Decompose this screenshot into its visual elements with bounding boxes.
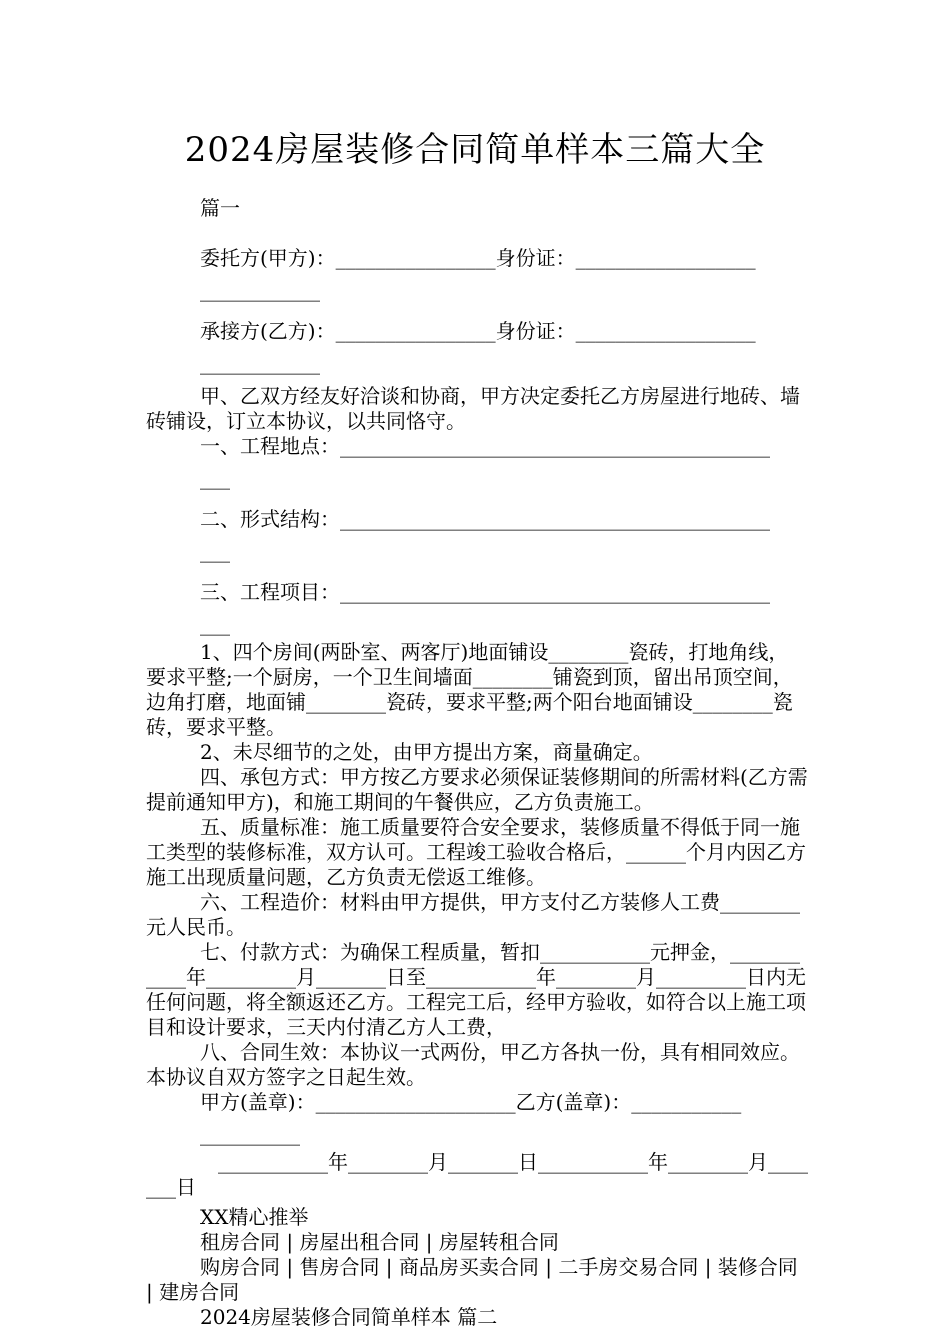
related-links-1: 租房合同 | 房屋出租合同 | 房屋转租合同 [200, 1230, 559, 1254]
contractor-line-text: 承接方(乙方)：________________身份证：__________________ [200, 319, 756, 343]
recommend-heading: XX精心推举 [200, 1205, 309, 1229]
clause-5: 五、质量标准：施工质量要符合安全要求，装修质量不得低于同一施工类型的装修标准，双方认可。工程竣工验收合格后，______个月内因乙方施工出现质量问题，乙方负责无偿返工维修。 [146, 815, 806, 889]
date-line: ___________年________月_______日___________年________月_______日 [146, 1150, 808, 1199]
structure-line-text: 二、形式结构：___________________________________________ [200, 507, 770, 531]
section-label: 篇一 [200, 196, 240, 220]
related-links-2: 购房合同 | 售房合同 | 商品房买卖合同 | 二手房交易合同 | 装修合同 | 建房合同 [146, 1255, 805, 1304]
item-2: 2、未尽细节的之处，由甲方提出方案，商量确定。 [200, 740, 653, 764]
items-line-tail: ___ [200, 612, 230, 636]
contractor-line-tail: ____________ [200, 351, 320, 375]
clause-6: 六、工程造价：材料由甲方提供，甲方支付乙方装修人工费________元人民币。 [146, 890, 800, 939]
client-line-text: 委托方(甲方)：________________身份证：__________________ [200, 246, 756, 270]
signature-line-text: 甲方(盖章)：____________________乙方(盖章)：___________ [200, 1090, 742, 1114]
clause-7: 七、付款方式：为确保工程质量，暂扣___________元押金，___________年_________月_______日至___________年________月_________日内无任何问题，将全额返还乙方。工程完工后，经甲方验收，如符合以上施工项目和设计要求，三天内付清乙方人工费， [146, 940, 806, 1039]
site-line-tail: ___ [200, 466, 230, 490]
signature-line [146, 1090, 808, 1147]
next-section-heading: 2024房屋装修合同简单样本 篇二 [200, 1305, 498, 1329]
signature-line-tail: __________ [200, 1122, 300, 1146]
item-1: 1、四个房间(两卧室、两客厅)地面铺设________瓷砖，打地角线，要求平整;一个厨房，一个卫生间墙面________铺瓷到顶，留出吊顶空间，边角打磨，地面铺________瓷砖，要求平整;两个阳台地面铺设________瓷砖，要求平整。 [146, 640, 793, 739]
site-line-text: 一、工程地点：___________________________________________ [200, 434, 770, 458]
client-line [146, 246, 808, 303]
document-body [146, 196, 808, 1330]
structure-line-tail: ___ [200, 539, 230, 563]
intro-paragraph: 甲、乙双方经友好洽谈和协商，甲方决定委托乙方房屋进行地砖、墙砖铺设，订立本协议，以共同恪守。 [146, 384, 800, 433]
site-line [146, 434, 808, 491]
document-title: 2024房屋装修合同简单样本三篇大全 [184, 130, 766, 170]
contractor-line [146, 319, 808, 376]
clause-4: 四、承包方式：甲方按乙方要求必须保证装修期间的所需材料(乙方需提前通知甲方)，和施工期间的午餐供应，乙方负责施工。 [146, 765, 808, 814]
structure-line [146, 507, 808, 564]
items-line [146, 580, 808, 637]
items-line-text: 三、工程项目：___________________________________________ [200, 580, 770, 604]
client-line-tail: ____________ [200, 278, 320, 302]
clause-8: 八、合同生效：本协议一式两份，甲乙方各执一份，具有相同效应。本协议自双方签字之日起生效。 [146, 1040, 800, 1089]
